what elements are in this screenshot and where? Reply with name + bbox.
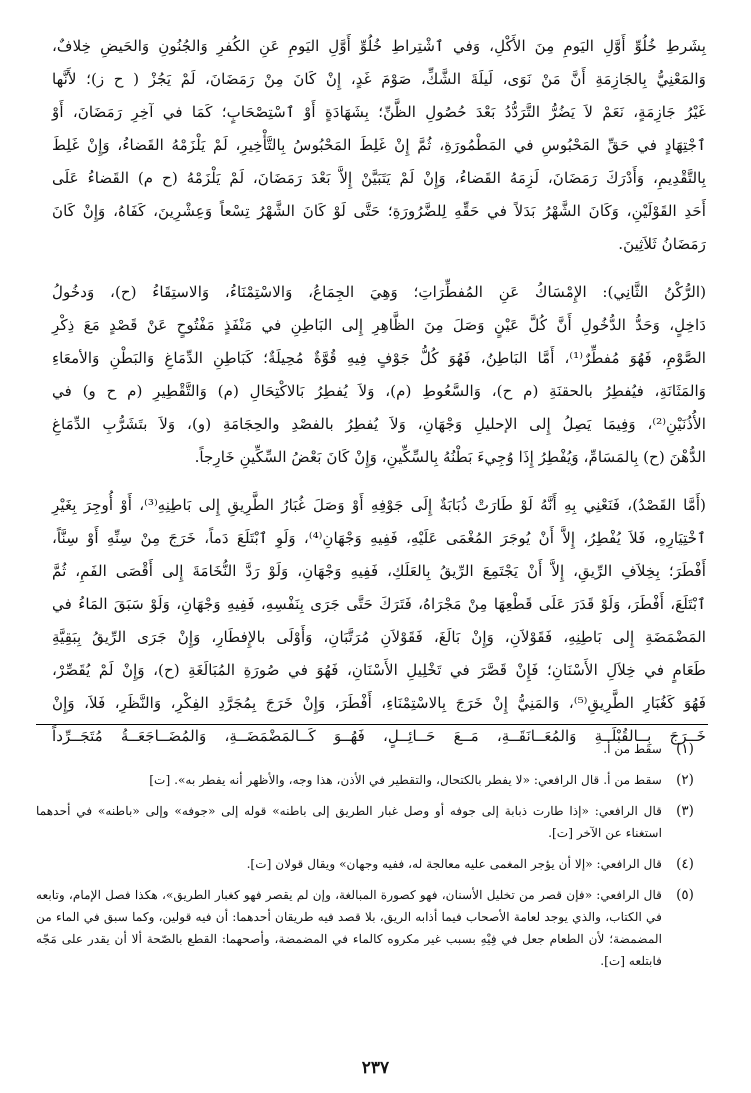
- footnote-number: (٥): [676, 887, 694, 903]
- text-line: (الرُّكْنُ الثَّانِي): الإِمْسَاكُ عَنِ المُفطِّرَاتِ؛ وَهِيَ الجِمَاعُ، وَالاسْتِمْنَاءُ، وَالاستِقَاءُ (ح)، وَدخُولُ: [52, 283, 706, 301]
- paragraph-3: [52, 489, 706, 753]
- footnote: [36, 738, 708, 760]
- text-line: خَــرَجَ بِــالقُبْلَــةِ وَالمُعَــانَقَــةِ، مَــعَ حَــائِــلٍ، فَهُــوَ كَــالمَضْمَضَــةِ، وَالمُضَــاجَعَــةُ مُتَجَــرِّداً: [52, 727, 706, 745]
- text-line: وَالمَعْنِيُّ بِالجَازِمَةِ أَنَّ مَنْ نَوَى، لَيلَةَ الشَّكِّ، صَوْمَ غَدٍ، إِنْ كَانَ مِنْ رَمَضَانَ، لَمْ يَجُزْ ( ح ز)؛ لأَنَّها: [52, 70, 706, 88]
- footnote-number: (١): [676, 741, 694, 757]
- footnote-number: (٢): [676, 772, 694, 788]
- text-line: ٱجْتِهَادٍ في حَقِّ المَحْبُوسِ في المَطْمُورَةِ، ثُمَّ إِنْ غَلِطَ المَحْبُوسُ بِالتَّأْخِيرِ، لَمْ يَلْزَمْهُ القَضاءُ، وَإِنْ غَلِطَ: [52, 136, 706, 154]
- text-line: الأُذُنَيْنِ⁽²⁾، وَفِيمَا يَصِلُ إِلى الإحليلِ وَجْهَانِ، وَلاَ يُفطِرُ بالفصْدِ والحِجَامَةِ (و)، وَلاَ بتَشَرُّبِ الدِّمَاغِ: [52, 415, 706, 433]
- main-text: [52, 30, 706, 768]
- footnote-text: قال الرافعي: «إلا أن يؤجر المغمى عليه معالجة له، ففيه وجهان» ويقال قولان [ت].: [246, 857, 662, 871]
- text-line: الصَّوْمِ، فَهُوَ مُفطِّرٌ⁽¹⁾، أَمَّا البَاطِنُ، فَهُوَ كُلُّ جَوْفٍ فِيهِ قُوَّةٌ مُحِيلَةٌ؛ كَبَاطِنِ الدِّمَاغِ وَالبَطْنِ وَالأمعَاءِ: [52, 349, 706, 367]
- text-line: وَالمَثَانَةِ، فيُفطِرُ بالحقنَةِ (م ح)، وَالسَّعُوطِ (م)، وَلاَ يُفطِرُ بَالاكْتِحَالِ (م) وَالتَّقْطِيرِ (م ح و) في: [52, 382, 706, 400]
- footnote-divider: [36, 724, 708, 725]
- paragraph-1: [52, 30, 706, 261]
- footnote-text: قال الرافعي: «إذا طارت ذبابة إلى جوفه أو وصل غبار الطريق إلى باطنه» قوله إلى «جوفه» وإلى «باطنه» في أحدهما استغناء عن الآخر [ت].: [36, 804, 662, 840]
- footnote-text: سقط من أ.: [603, 742, 662, 756]
- text-line: ٱخْتِيَارِهِ، فَلاَ يُفْطِرُ، إِلاَّ أَنْ يُوجَرَ المُغْمَى عَلَيْهِ، فَفِيهِ وَجْهَانِ⁽⁴⁾، وَلَوِ ٱبْتَلَعَ دَماً، خَرَجَ مِنْ سِنِّهِ أَوْ سِنَّاً،: [52, 529, 706, 547]
- text-line: أَفْطَرَ؛ بِخِلاَفِ الرِّيقِ، إِلاَّ أَنْ يَجْتَمِعَ الرِّيقُ بِالعَلَكِ، فَفِيهِ وَجْهَانِ، وَلَوْ رَدَّ النُّخَامَةَ إِلى أَقْصَى الفَمِ، ثُمَّ: [52, 562, 706, 580]
- text-line: (أَمَّا القَصْدُ)، فَنَعْنِي بِهِ أَنَّهُ لَوْ طَارَتْ ذُبَابَةٌ إِلَى جَوْفِهِ أَوْ وَصَلَ غُبَارُ الطَّرِيقِ إِلى بَاطِنِهِ⁽³⁾، أَوْ أُوجِرَ بِغَيْرِ: [52, 496, 706, 514]
- text-line: فَهُوَ كَغُبَارِ الطَّرِيقِ⁽⁵⁾، وَالمَنِيُّ إِنْ خَرَجَ بِالاسْتِمْنَاءِ، أَفْطَرَ، وَإِنْ خَرَجَ بِمُجَرَّدِ الفِكْرِ، وَالنَّظَرِ، فَلاَ، وَإِنْ: [52, 694, 706, 712]
- footnote: [36, 769, 708, 791]
- text-line: بِالتَّقْدِيمِ، وَأَدْرَكَ رَمَضَانَ، لَزِمَهُ القَضاءُ، وَإِنْ لَمْ يَتَبَيَّنْ إِلاَّ بَعْدَ رَمَضَانَ، لَمْ يَلْزَمْهُ (ح م) القَضاءُ عَلَى: [52, 169, 706, 187]
- text-line: دَاخِلٍ، وَحَدُّ الدُّخُولِ أَنَّ كُلَّ عَيْنٍ وَصَلَ مِنَ الظَّاهِرِ إِلى البَاطِنِ في مَنْفَذٍ مَفْتُوحٍ عَنْ قَصْدٍ مَعَ ذِكْرِ: [52, 316, 706, 334]
- footnote-text: سقط من أ. قال الرافعي: «لا يفطر بالكتحال، والتقطير في الأذن، هذا وجه، والأظهر أنه يفطر به». [ت]: [149, 773, 662, 787]
- text-line: المَضْمَضَةِ إِلى بَاطِنِهِ، فَقَوْلاَنِ، وَإِنْ بَالَغَ، فَقَوْلاَنِ مُرَتَّبَانِ، وَأَوْلَى بالإِفطَارِ، وَإِنْ جَرَى الرِّيقُ بِبَقِيَّةِ: [52, 628, 706, 646]
- footnote: [36, 853, 708, 875]
- footnotes: [36, 738, 708, 981]
- text-line: الدُّهْنَ (ح) بِالمَسَامِّ، وَيُفْطِرُ إِذَا وُجِيءَ بَطْنُهُ بِالسِّكِّينِ، وَإِنْ كَانَ بَعْضُ السِّكِّينِ خَارِجاً.: [194, 448, 706, 466]
- text-line: ٱبْتَلَعَ، أَفْطَرَ، وَلَوْ قَدَرَ عَلَى قَطْعِهَا مِنْ مَجْرَاهُ، فَتَرَكَ حَتَّى جَرَى بِنَفْسِهِ، فَفِيهِ وَجْهَانِ، وَلَوْ سَبَقَ المَاءُ في: [52, 595, 706, 613]
- paragraph-2: [52, 276, 706, 474]
- footnote-text: قال الرافعي: «فإن قصر من تخليل الأسنان، فهو كصورة المبالغة، وإن لم يقصر فهو كغبار الطريق»، هكذا فصل الإمام، وتابعه في الكتاب، والذي يوجد لعامة الأصحاب فيما أذابه الريق، بلا قصد فيه طريقان أحدهما: أن فيه قولين، وكما سبق في الماء من المضمضة؛ لأن الطعام جعل في فِيْهِ بسبب غير مكروه كالماء في المضمضة، وأصحهما: القطع بالصّحة ألا أن يقدر على مَجّه فابتلعه [ت].: [36, 888, 662, 968]
- footnote: [36, 884, 708, 972]
- footnote: [36, 800, 708, 844]
- text-line: بِشَرطِ خُلُوِّ أَوَّلِ اليَومِ مِنَ الأَكْلِ، وَفي ٱشْتِراطِ خُلُوِّ أَوَّلِ اليَومِ عَنِ الكُفرِ وَالجُنُونِ وَالحَيضِ خِلافٌ،: [52, 37, 706, 55]
- text-line: غَيْرُ جَازِمَةٍ، نَعَمْ لاَ يَضُرُّ التَّرَدُّدُ بَعْدَ حُصُولِ الظَّنِّ؛ بِشَهَادَةٍ أَوْ ٱسْتِصْحَابٍ؛ كَمَا في آخِرِ رَمَضَانَ، أَوْ: [52, 103, 706, 121]
- text-line: أَحَدِ القَوْلَيْنِ، وَكَانَ الشَّهْرُ بَدَلاً في حَقِّهِ لِلضَّرُورَةِ؛ حَتَّى لَوْ كَانَ الشَّهْرُ تِسْعاً وَعِشْرِينَ، كَفَاهُ، وَإِنْ كَانَ: [52, 202, 706, 220]
- text-line: طَعَامٍ في خِلاَلِ الأَسْنَانِ؛ فَإِنْ قَصَّرَ في تَخْلِيلِ الأَسْنَانِ، فَهُوَ في صُورَةِ المُبَالَغَةِ (ح)، وَإِنْ لَمْ يُقَصِّرْ،: [52, 661, 706, 679]
- footnote-number: (٤): [676, 856, 694, 872]
- text-line: رَمَضَانُ ثَلاَثِينَ.: [618, 235, 706, 253]
- footnote-number: (٣): [676, 803, 694, 819]
- page-number: ٢٣٧: [361, 1058, 390, 1078]
